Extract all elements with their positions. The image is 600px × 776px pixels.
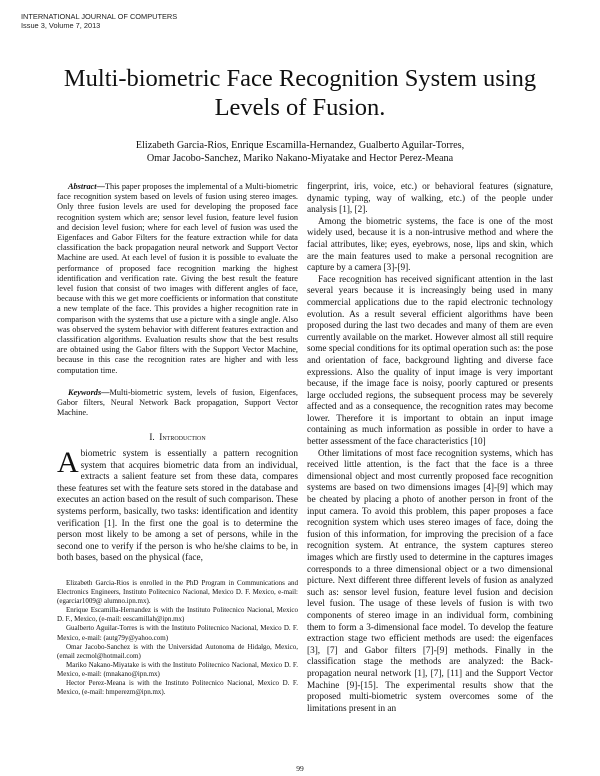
left-column — [57, 182, 298, 697]
authors-line: Omar Jacobo-Sanchez, Mariko Nakano-Miyatake and Hector Perez-Meana — [146, 153, 454, 164]
footnote: Gualberto Aguilar-Torres is with the Instituto Politecnico Nacional, Mexico D. F. Mexico, e-mail: (autg79y@yahoo.com) — [57, 624, 298, 642]
body-paragraph: Among the biometric systems, the face is one of the most widely used, because it is a non-intrusive method and where the facial attributes, like; eyes, eyebrows, nose, lips and skin, which are the main features used to make a personal recognition are capture by a camera [3]-[9]. — [307, 216, 553, 274]
body-paragraph: Other limitations of most face recognition systems, which has received little attention, is the fact that the face is a three dimensional object and most currently proposed face recognition systems are based on two dimensions images [4]-[9] which may be cheated by placing a photo of another person in front of the input camera. To avoid this problem, this paper proposes a face recognition system which uses stereo images of face, doing the fusion of this information, for improving the precision of a face recognition system. At entrance, the system captures stereo images which are firstly used to determine in the captures images corresponds to a three dimensional object or a two dimensional picture. Next different three different levels of fusion as analyzed such as: sensor level fusion, feature level fusion and decision level fusion. The usage of these levels of fusion is with two components of stereo image in an individual form, combining them to form a 3-dimensional face model. To develop the feature extraction stage two efficient methods are used: the eigenfaces [3], [7] and Gabor filters [7]-[9] methods. Finally in the classification stage the methods are analyzed: the Back-propagation neural network [1], [7], [11] and the Support Vector Machine [9]-[15]. The experimental results show that the proposed multi-biometric system overcomes some of the limitations present in an — [307, 448, 553, 714]
keywords — [57, 388, 298, 419]
abstract-text: This paper proposes the implemental of a Multi-biometric face recognition system based on levels of fusion using stereo images. Only three fusion levels are used for developing the proposed face recognition system which are; sensor level fusion, feature level fusion and decision level fusion; where for each level of fusion was used the Eigenfaces and Gabor Filters for the feature extraction while for data classification the back propagation neural network and Support Vector Machine are used. At each level of fusion it is possible to evaluate the performance of proposed face recognition marking the highest identification and verification rate. Giving the best result the feature level fusion that consist of two images with different angles of face, because with this we get more coefficients or information that constitute a new template of the face. This provides a higher recognition rate in comparison with the systems that use a picture with a single angle. Also was observed the system behavior with different features extraction and classification algorithms. Evaluation results show that the best results are obtained using the Gabor filters with the Support Vector Machine, because in this case the recognition rates are higher and with less computation time. — [57, 182, 298, 375]
right-column — [307, 182, 553, 715]
footnote: Omar Jacobo-Sanchez is with the Universidad Autonoma de Hidalgo, Mexico, (email zecmol@hotmail.com) — [57, 642, 298, 660]
intro-paragraph — [57, 446, 298, 565]
keywords-label: Keywords— — [68, 387, 110, 397]
footnote: Enrique Escamilla-Hernandez is with the Instituto Politecnico Nacional, Mexico D. F., Mexico, (e-mail: eescamillah@ipn.mx) — [57, 606, 298, 624]
section-number: I. — [149, 432, 155, 443]
authors-line: Elizabeth Garcia-Rios, Enrique Escamilla-Hernandez, Gualberto Aguilar-Torres, — [135, 140, 465, 151]
footnote: Hector Perez-Meana is with the Instituto Politecnico Nacional, Mexico D. F. Mexico, (e-mail: hmperezm@ipn.mx). — [57, 679, 298, 697]
keywords-text: Multi-biometric system, levels of fusion, Eigenfaces, Gabor filters, Neural Network Back propagation, Support Vector Machine. — [57, 387, 298, 418]
author-list — [0, 139, 600, 165]
running-header — [21, 12, 177, 30]
footnote: Elizabeth Garcia-Rios is enrolled in the PhD Program in Communications and Electronics Engineers, Instituto Politecnico Nacional, Mexico D. F. Mexico, e-mail: (egarciar1009@ alumno.ipn.mx). — [57, 579, 298, 606]
title-line: Multi-biometric Face Recognition System using — [63, 65, 537, 92]
author-footnotes — [57, 579, 298, 697]
section-title: Introduction — [159, 432, 206, 443]
body-paragraph: Face recognition has received significant attention in the last several years because it is increasingly being used in many commercial applications due to the rapid electronic technology evolution. As a result several efficient algorithms have been proposed during the last two decades and many of them are even currently available on the market. However almost all still require some special conditions for its optimal operation such as: the pose and orientation of face, background lighting and diverse face expressions. Also the quality of input image is very important because, if the image face is noisy, poorly captured or presents large occluded regions, the subsequent process may be severely affected and as a consequence, the recognition rates may become lower. Therefore it is important to obtain an input image containing as much information as possible in order to have a better assessment of the face characteristics [10] — [307, 274, 553, 448]
body-paragraph: fingerprint, iris, voice, etc.) or behavioral features (signature, dynamic typing, way of walking, etc.) of the people under analysis [1], [2]. — [307, 182, 553, 216]
intro-text: biometric system is essentially a pattern recognition system that acquires biometric data from an individual, extracts a salient feature set from these data, compares these features set with the feature sets stored in the database and executes an action based on the result of such comparison. These systems perform, basically, two tasks: identification and identity verification [1]. In the first one the goal is to determine the person most likely to be among a set of persons, while in the second one to verify if the person is who he/she claims to be, in both bases, based on the physical (face, — [57, 449, 298, 564]
title-line: Levels of Fusion. — [214, 94, 386, 121]
journal-name: INTERNATIONAL JOURNAL OF COMPUTERS — [21, 12, 178, 21]
abstract — [57, 182, 298, 376]
section-heading — [57, 432, 298, 444]
abstract-label: Abstract— — [68, 182, 105, 191]
issue-info: Issue 3, Volume 7, 2013 — [21, 21, 101, 30]
footnote: Mariko Nakano-Miyatake is with the Instituto Politecnico Nacional, Mexico D. F. Mexico, e-mail: (mnakano@ipn.mx) — [57, 660, 298, 678]
paper-title — [0, 64, 600, 122]
page-number: 99 — [296, 764, 304, 773]
drop-cap: A — [57, 446, 79, 480]
